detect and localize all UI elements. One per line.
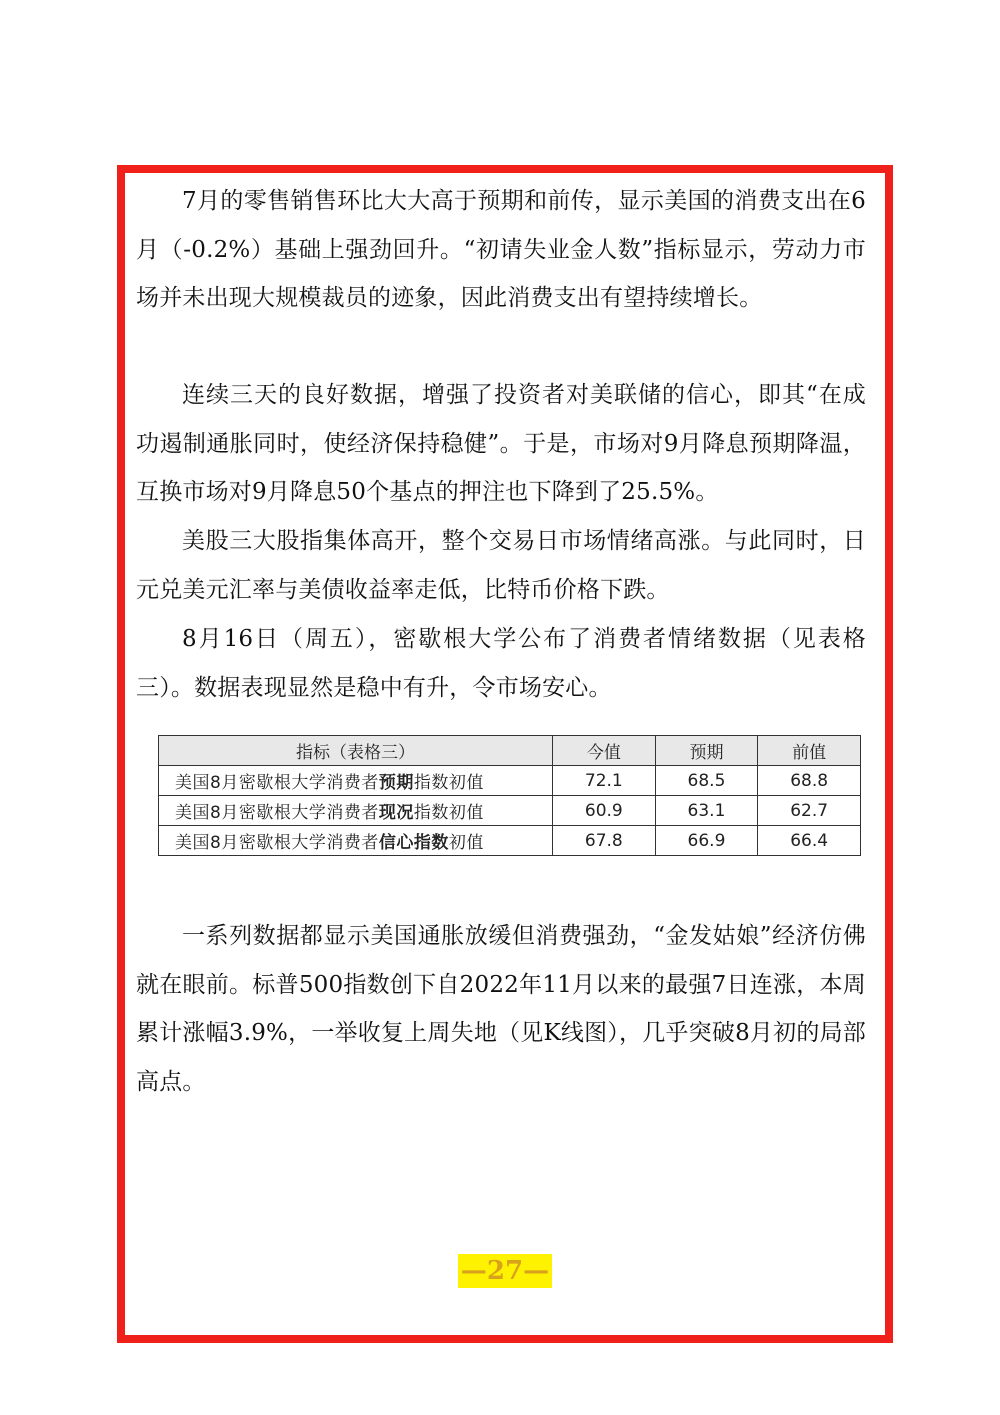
indicator-name: 美国8月密歇根大学消费者预期指数初值 <box>159 766 553 796</box>
table-header-row <box>159 736 861 766</box>
table-row <box>159 826 861 856</box>
header-expected: 预期 <box>655 736 758 766</box>
header-indicator: 指标（表格三） <box>159 736 553 766</box>
paragraph-stock-indices: 美股三大股指集体高开，整个交易日市场情绪高涨。与此同时，日元兑美元汇率与美债收益率走低，比特币价格下跌。 <box>136 528 866 603</box>
previous-value: 68.8 <box>758 766 861 796</box>
paragraph-fed-confidence: 连续三天的良好数据，增强了投资者对美联储的信心，即其“在成功遏制通胀同时，使经济保持稳健”。于是，市场对9月降息预期降温，互换市场对9月降息50个基点的押注也下降到了25.5%。 <box>136 382 866 505</box>
paragraph-michigan-sentiment: 8月16日（周五），密歇根大学公布了消费者情绪数据（见表格三）。数据表现显然是稳中有升，令市场安心。 <box>136 626 866 701</box>
expected-value: 68.5 <box>655 766 758 796</box>
header-previous: 前值 <box>758 736 861 766</box>
table-row <box>159 766 861 796</box>
current-value: 67.8 <box>553 826 656 856</box>
indicator-name: 美国8月密歇根大学消费者信心指数初值 <box>159 826 553 856</box>
current-value: 72.1 <box>553 766 656 796</box>
expected-value: 63.1 <box>655 796 758 826</box>
table-row <box>159 796 861 826</box>
previous-value: 62.7 <box>758 796 861 826</box>
paragraph-retail-sales: 7月的零售销售环比大大高于预期和前传，显示美国的消费支出在6月（-0.2%）基础上强劲回升。“初请失业金人数”指标显示，劳动力市场并未出现大规模裁员的迹象，因此消费支出有望持续增长。 <box>136 188 866 311</box>
expected-value: 66.9 <box>655 826 758 856</box>
current-value: 60.9 <box>553 796 656 826</box>
previous-value: 66.4 <box>758 826 861 856</box>
indicator-name: 美国8月密歇根大学消费者现况指数初值 <box>159 796 553 826</box>
header-current: 今值 <box>553 736 656 766</box>
page-number: —27— <box>458 1254 552 1288</box>
consumer-sentiment-table <box>158 735 861 856</box>
paragraph-goldilocks-economy: 一系列数据都显示美国通胀放缓但消费强劲，“金发姑娘”经济仿佛就在眼前。标普500指数创下自2022年11月以来的最强7日连涨，本周累计涨幅3.9%，一举收复上周失地（见K线图），几乎突破8月初的局部高点。 <box>136 923 866 1095</box>
